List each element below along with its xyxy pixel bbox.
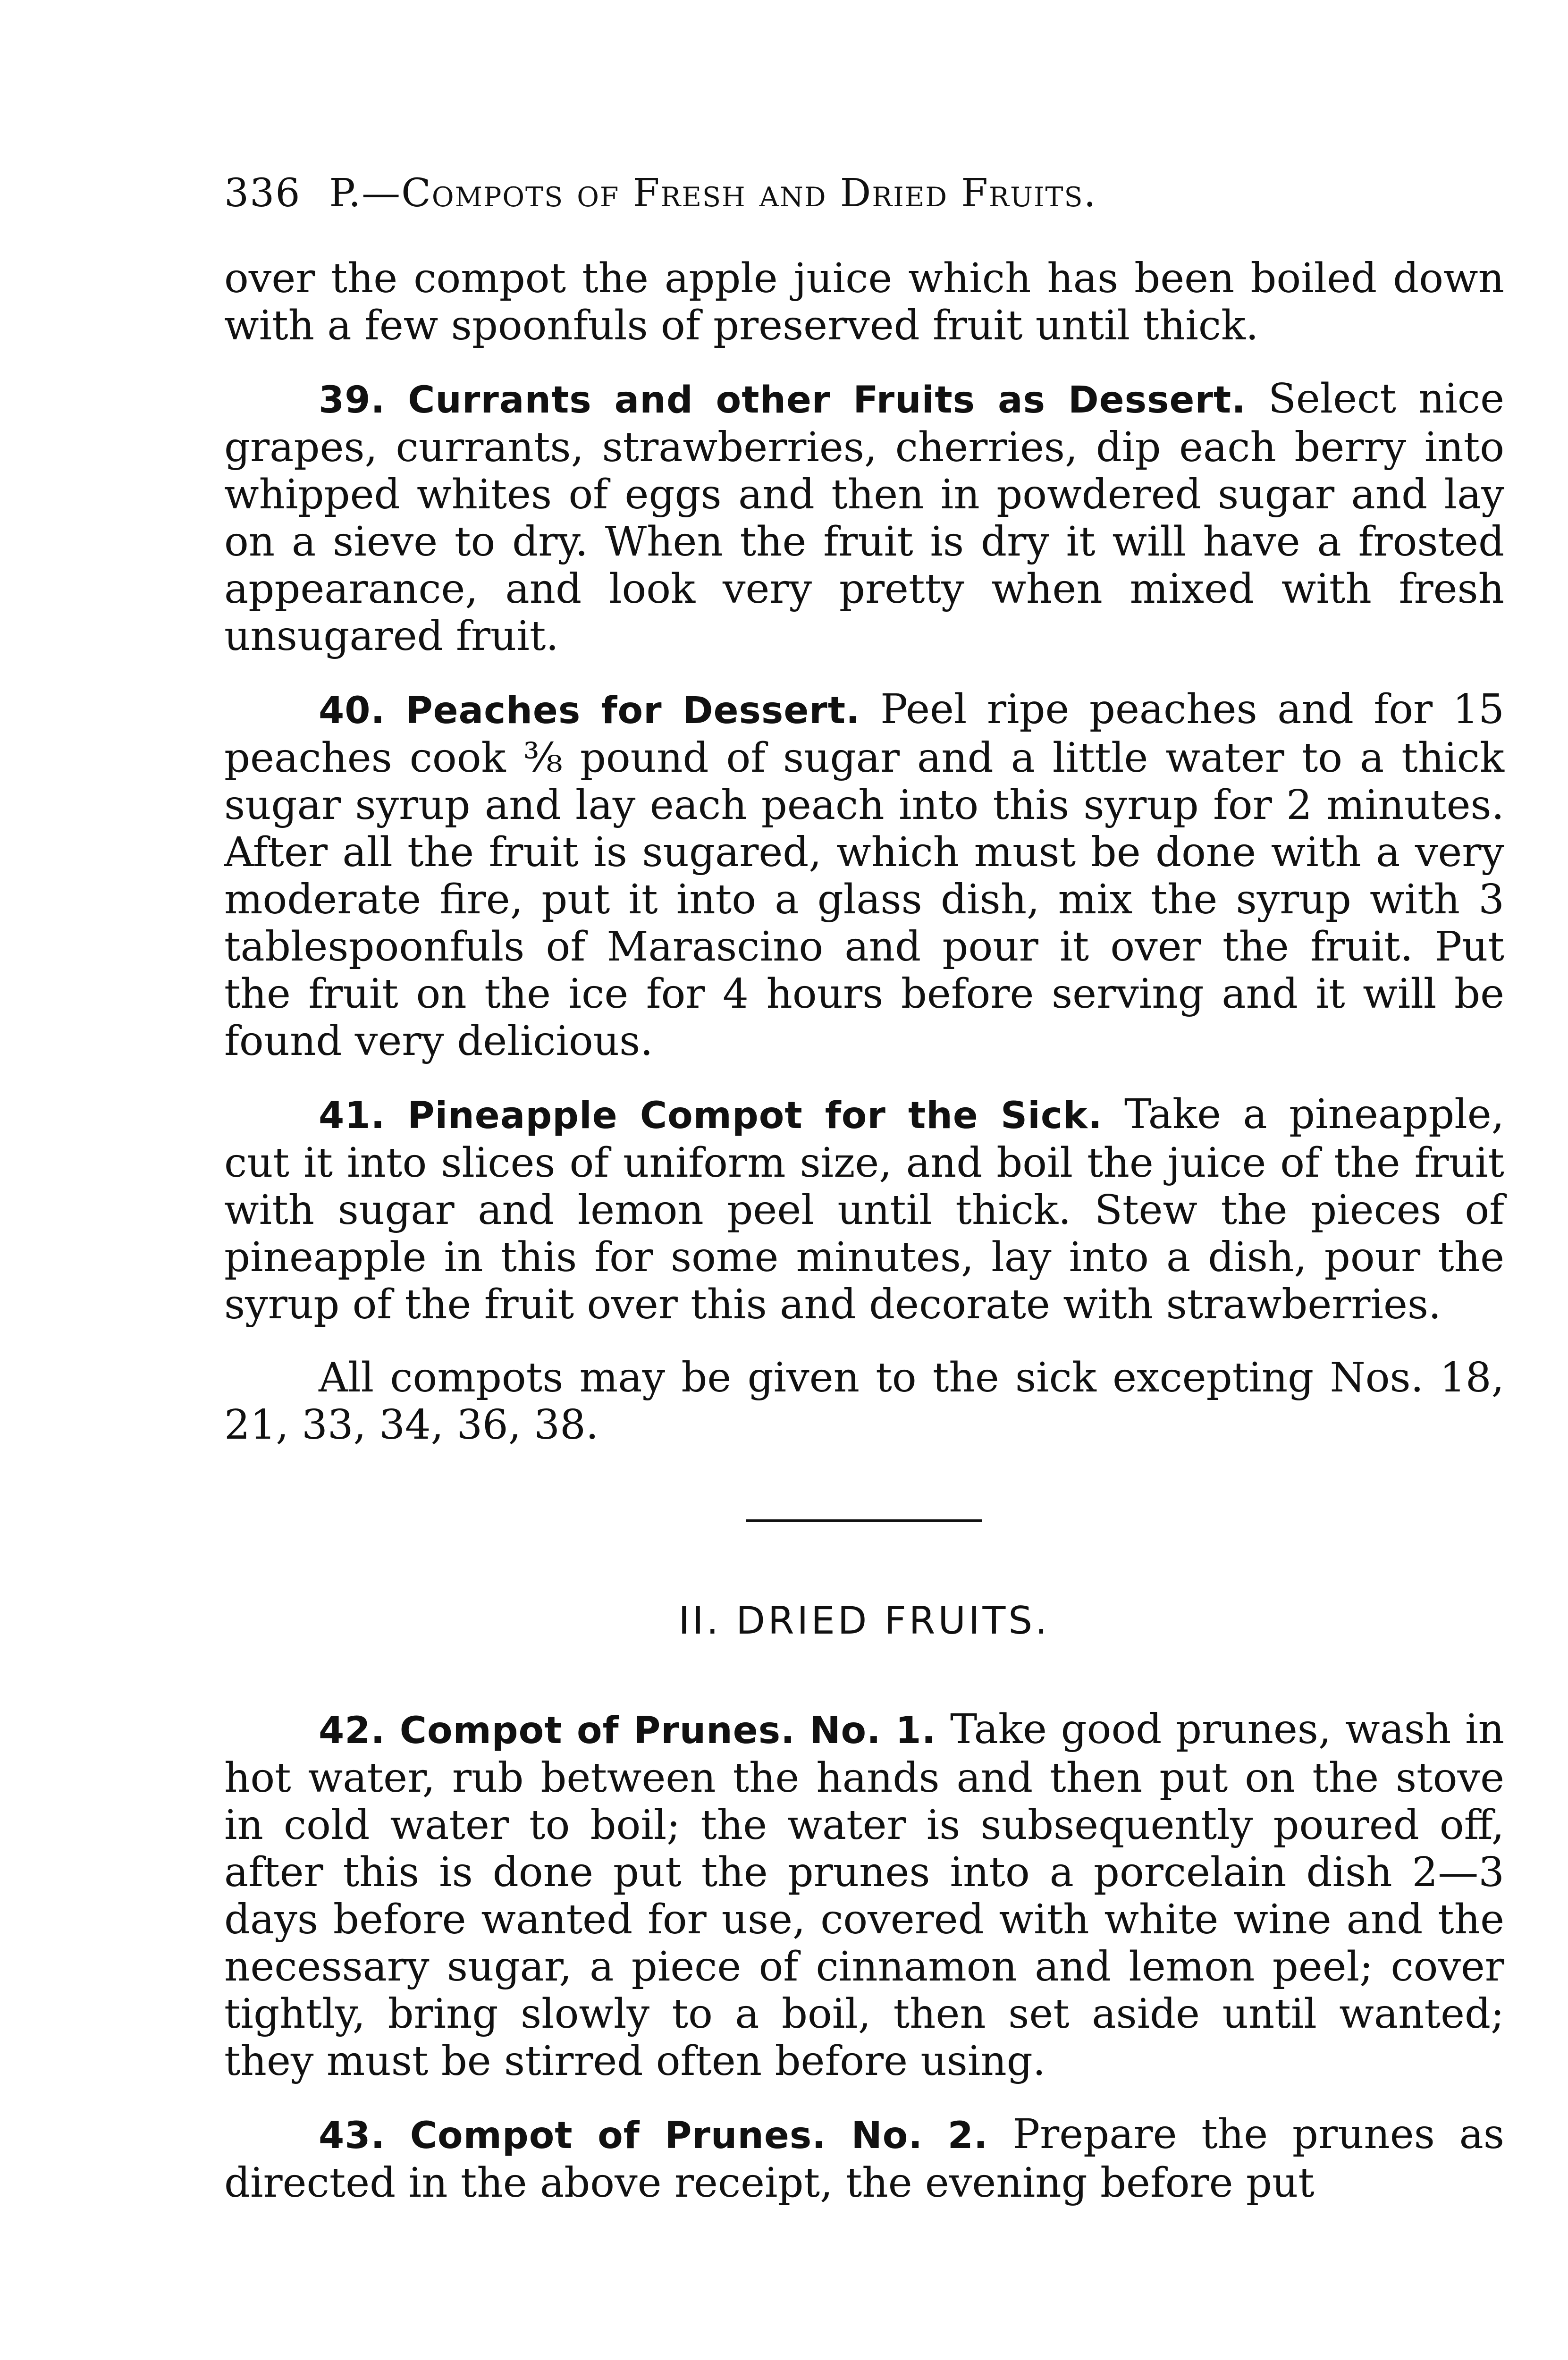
chapter-title: P.—Compots of Fresh and Dried Fruits. xyxy=(329,171,1097,216)
recipe-39 xyxy=(224,375,1504,660)
recipe-43 xyxy=(224,2111,1504,2207)
recipe-heading: 40. Peaches for Dessert. xyxy=(319,690,860,732)
recipe-text: Peel ripe peaches and for 15 peaches cook ⅜ pound of sugar and a little water to a thick sugar syrup and lay each peach into this syrup for 2 minutes. After all the fruit is sugared, which must be done with a very moderate fire, put it into a glass dish, mix the syrup with 3 tablespoonfuls of Marascino and pour it over the fruit. Put the fruit on the ice for 4 hours before serving and it will be found very delicious. xyxy=(224,686,1504,1065)
note-text: All compots may be given to the sick excepting Nos. 18, 21, 33, 34, 36, 38. xyxy=(224,1354,1504,1449)
recipe-40 xyxy=(224,686,1504,1065)
recipe-text: Select nice grapes, currants, strawberries, cherries, dip each berry into whipped whites of eggs and then in powdered sugar and lay on a sieve to dry. When the fruit is dry it will have a frosted appearance, and look very pretty when mixed with fresh unsugared fruit. xyxy=(224,375,1504,660)
recipe-text: Take a pineapple, cut it into slices of uniform size, and boil the juice of the fruit with sugar and lemon peel until thick. Stew the pieces of pineapple in this for some minutes, lay into a dish, pour the syrup of the fruit over this and decorate with strawberries. xyxy=(224,1091,1504,1328)
page-number: 336 xyxy=(224,171,301,216)
section-title: II. DRIED FRUITS. xyxy=(678,1599,1050,1643)
recipe-text: Take good prunes, wash in hot water, rub between the hands and then put on the stove in cold water to boil; the water is subsequently poured off, after this is done put the prunes into a porcelain dish 2—3 days before wanted for use, covered with white wine and the necessary sugar, a piece of cinnamon and lemon peel; cover tightly, bring slowly to a boil, then set aside until wanted; they must be stirred often before using. xyxy=(224,1706,1505,2085)
section-divider xyxy=(746,1519,982,1522)
recipe-heading: 43. Compot of Prunes. No. 2. xyxy=(319,2115,988,2157)
recipe-heading: 39. Currants and other Fruits as Dessert. xyxy=(319,379,1246,421)
note-paragraph xyxy=(224,1354,1504,1449)
recipe-heading: 41. Pineapple Compot for the Sick. xyxy=(319,1095,1103,1137)
recipe-heading: 42. Compot of Prunes. No. 1. xyxy=(319,1710,936,1752)
recipe-text: Prepare the prunes as directed in the above receipt, the evening before put xyxy=(224,2111,1504,2207)
recipe-41 xyxy=(224,1091,1504,1328)
running-header xyxy=(224,170,1504,217)
paragraph-continuation xyxy=(224,255,1504,349)
recipe-42 xyxy=(224,1706,1504,2085)
paragraph-text: over the compot the apple juice which has been boiled down with a few spoonfuls of preserved fruit until thick. xyxy=(224,255,1504,349)
